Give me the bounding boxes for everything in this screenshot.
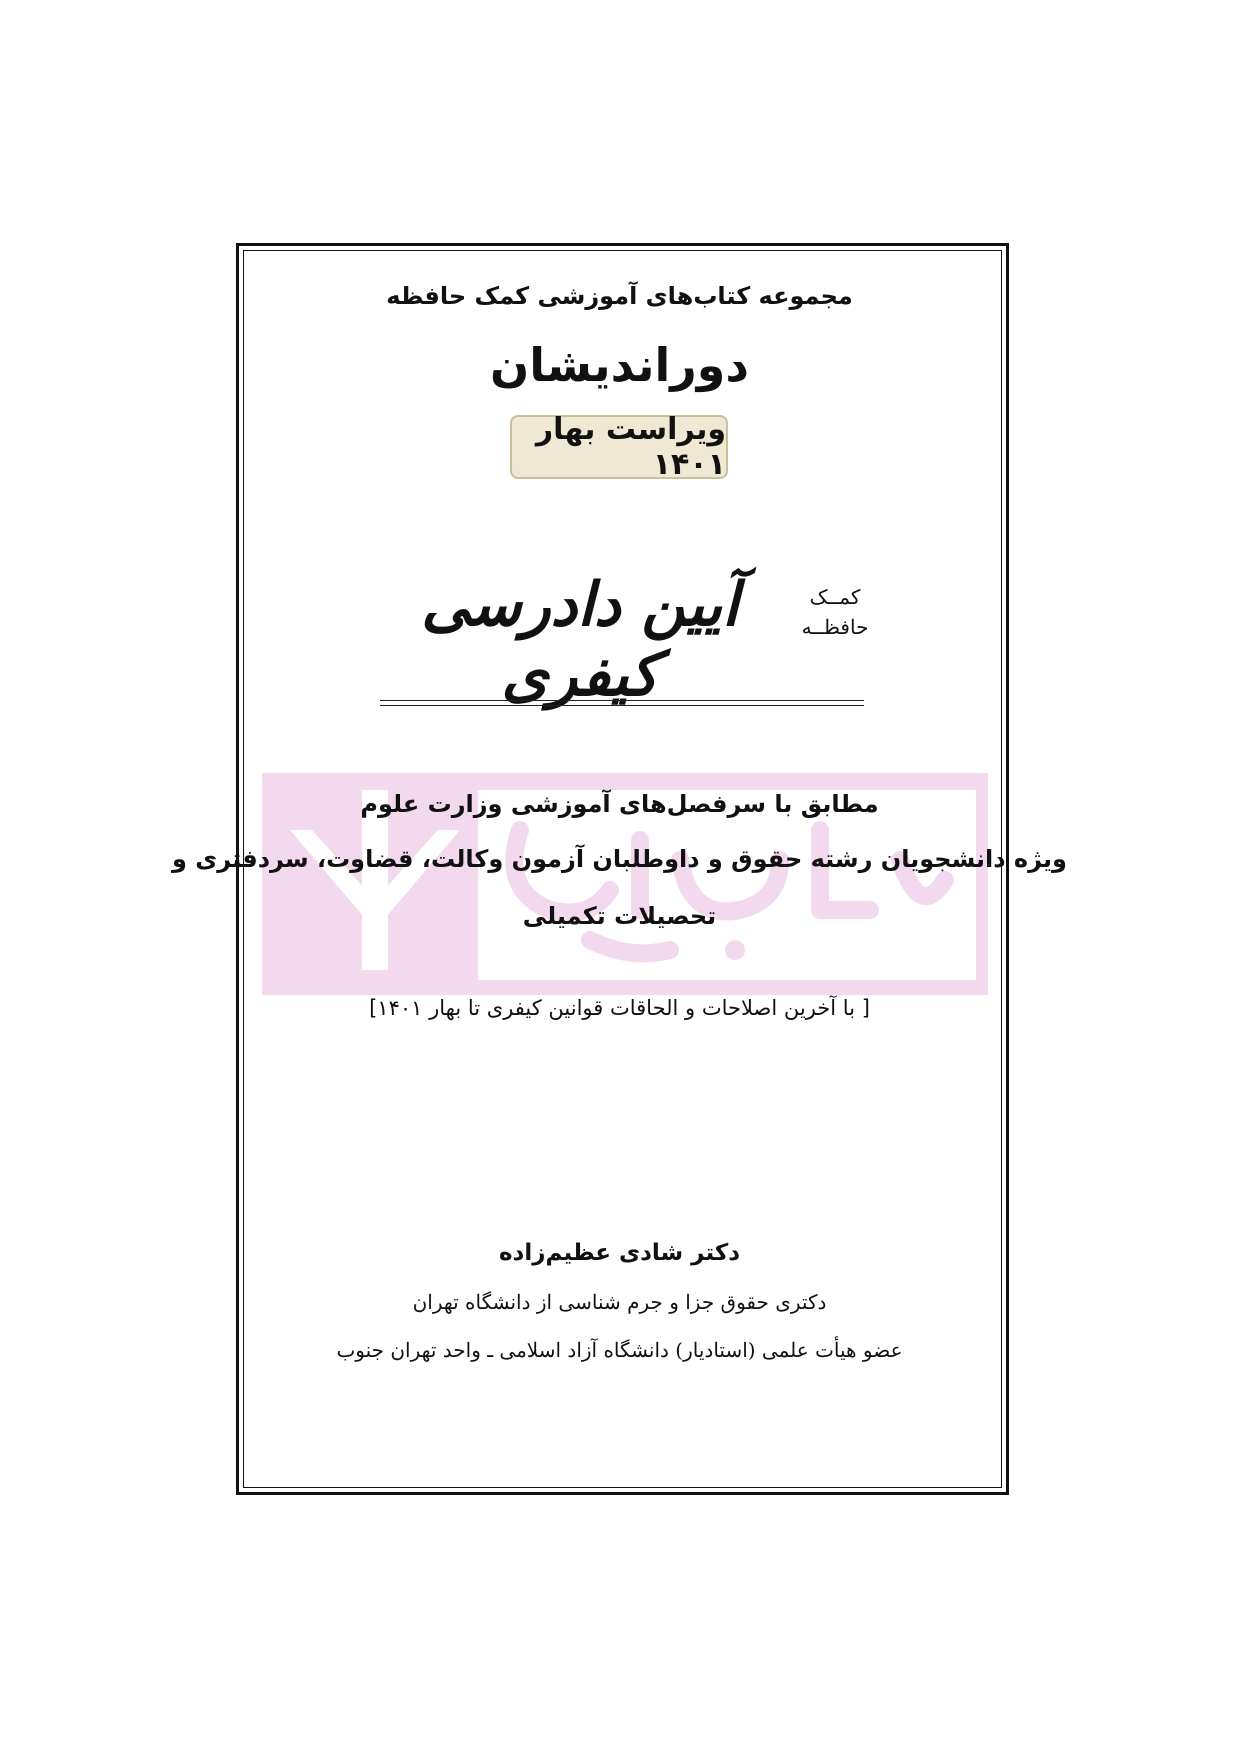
revision-note: [ با آخرین اصلاحات و الحاقات قوانین کیفری تا بهار ۱۴۰۱] <box>369 996 870 1020</box>
series-mark-line1: کمــک <box>809 585 861 609</box>
edition-label: ویراست بهار ۱۴۰۱ <box>535 412 726 482</box>
author-affiliation-1: دکتری حقوق جزا و جرم شناسی از دانشگاه تهران <box>412 1290 827 1314</box>
edition-badge <box>510 412 728 482</box>
book-title: آیین دادرسی کیفری <box>421 570 739 710</box>
description-line-2: ویژه دانشجویان رشته حقوق و داوطلبان آزمون وکالت، قضاوت، سردفتری و <box>172 845 1067 873</box>
series-mark <box>790 582 880 642</box>
series-title: مجموعه کتاب‌های آموزشی کمک حافظه <box>386 282 853 310</box>
description-line-1: مطابق با سرفصل‌های آموزشی وزارت علوم <box>360 790 879 818</box>
author-name: دکتر شادی عظیم‌زاده <box>498 1240 741 1266</box>
series-mark-line2: حافظــه <box>801 615 869 639</box>
title-divider-top <box>380 700 864 701</box>
description-line-3: تحصیلات تکمیلی <box>522 902 717 930</box>
watermark-letters-icon <box>490 800 960 970</box>
brand-name: دوراندیشان <box>490 338 749 392</box>
author-affiliation-2: عضو هیأت علمی (استادیار) دانشگاه آزاد اسلامی ـ واحد تهران جنوب <box>336 1338 903 1362</box>
title-divider-bottom <box>380 705 864 706</box>
